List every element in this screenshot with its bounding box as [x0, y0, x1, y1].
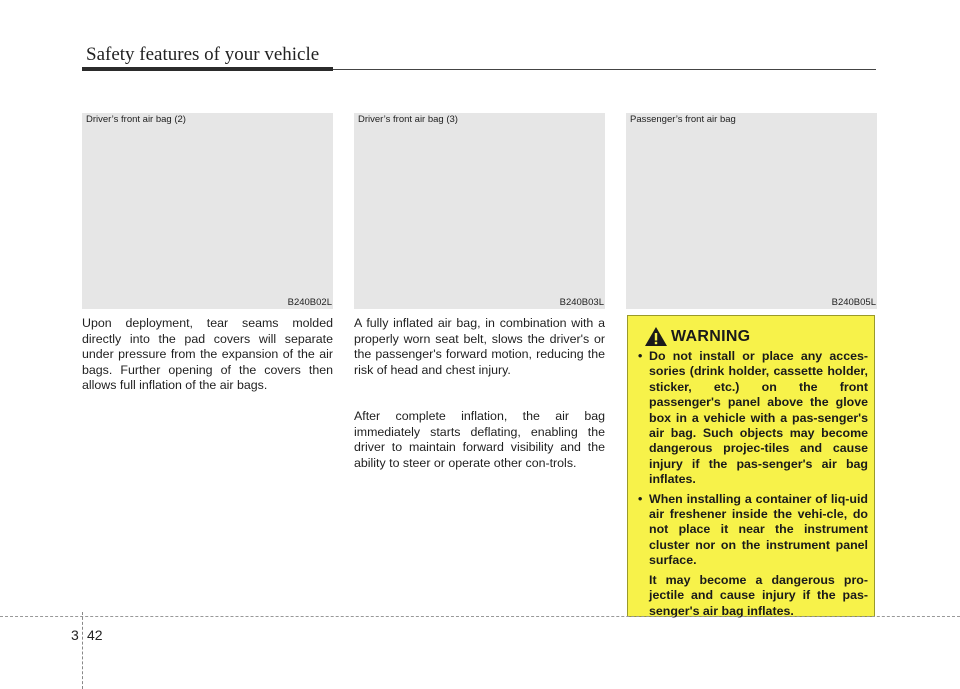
warning-item-text: When installing a container of liq-uid air freshener inside the vehi-cle, do not place it near the instrument cluster nor on the instrument panel surface.: [649, 491, 868, 568]
section-number: 3: [71, 627, 79, 643]
bullet: •: [638, 491, 643, 506]
header-rule-thin: [333, 69, 876, 70]
figure-code: B240B05L: [831, 297, 876, 308]
bullet: •: [638, 349, 643, 363]
footer-divider: [82, 612, 83, 689]
figure-code: B240B02L: [287, 297, 332, 308]
column2-paragraph1: A fully inflated air bag, in combination with a properly worn seat belt, slows the driver's or the passenger's forward motion, reducing the risk of head and chest injury.: [354, 316, 605, 377]
warning-box: [627, 315, 875, 617]
warning-item: [638, 349, 868, 488]
column1-paragraph: Upon deployment, tear seams molded directly into the pad covers will separate under pressure from the expansion of the air bags. Further opening of the covers then allows full inflation of the air bags.: [82, 316, 333, 393]
figure-caption: Driver’s front air bag (2): [86, 114, 186, 125]
footer-rule: [0, 616, 960, 617]
figure-code: B240B03L: [559, 297, 604, 308]
figure-caption: Passenger’s front air bag: [630, 114, 736, 125]
warning-title: WARNING: [671, 327, 751, 345]
warning-header: [644, 326, 750, 347]
figure-drivers-airbag-3: [354, 113, 605, 309]
figure-passengers-airbag: [626, 113, 877, 309]
warning-item-extra: It may become a dangerous pro-jectile and cause injury if the pas-senger's air bag inflates.: [649, 572, 868, 618]
column2-paragraph2: After complete inflation, the air bag immediately starts deflating, enabling the driver to maintain forward visibility and the ability to steer or operate other con-trols.: [354, 409, 605, 470]
page-title: Safety features of your vehicle: [86, 44, 320, 65]
warning-triangle-icon: [644, 326, 668, 347]
warning-item-text: Do not install or place any acces-sories (drink holder, cassette holder, sticker, etc.) on the front passenger's panel above the glove box in a vehicle with a pas-senger's air bag. Such objects may become dangerous projec-tiles and cause injury if the pas-senger's air bag inflates.: [649, 349, 868, 487]
header-rule-thick: [82, 67, 333, 71]
figure-drivers-airbag-2: [82, 113, 333, 309]
warning-list: [638, 349, 868, 619]
warning-item: [638, 492, 868, 619]
page-number: 42: [87, 627, 103, 643]
figure-caption: Driver’s front air bag (3): [358, 114, 458, 125]
